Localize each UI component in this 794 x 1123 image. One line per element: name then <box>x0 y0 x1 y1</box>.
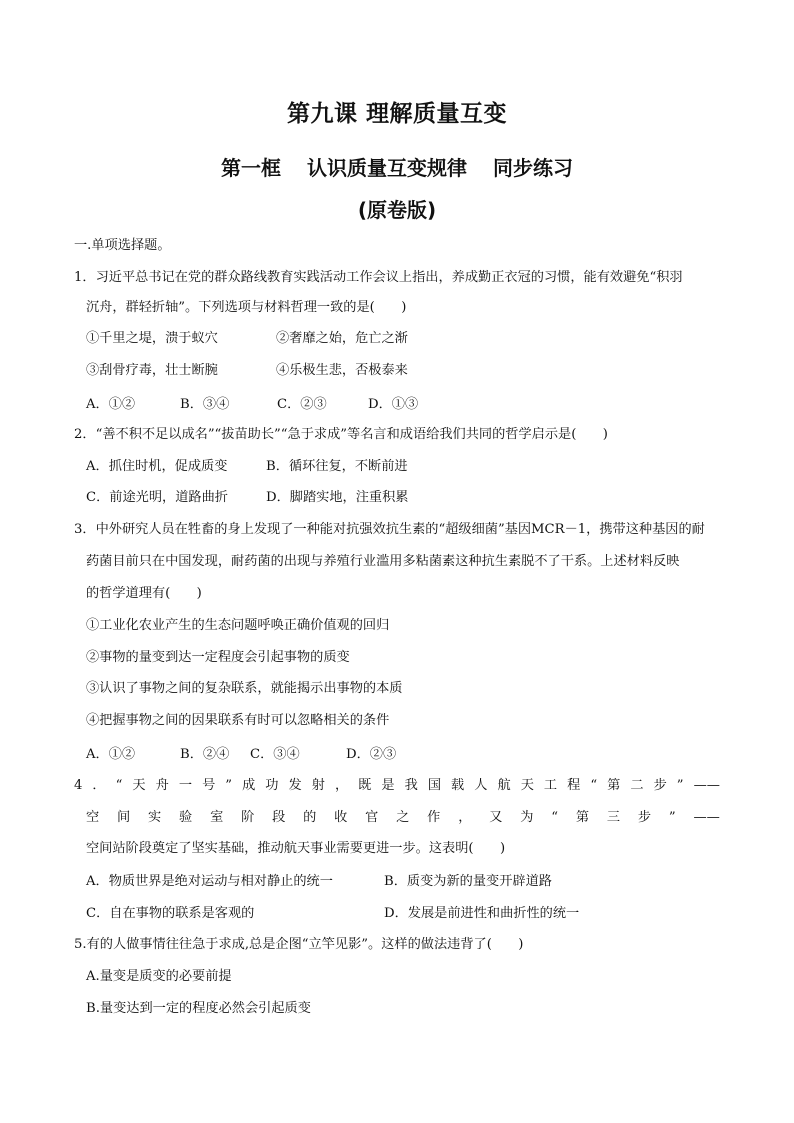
q1-stem-line-2: 沉舟，群轻折轴”。下列选项与材料哲理一致的是( ) <box>86 300 407 315</box>
q4-line1-char: 发 <box>288 778 302 793</box>
q4-line2-char: ” <box>668 810 676 825</box>
q4-line1-char: 第 <box>607 778 621 793</box>
q4-line2-char: 步 <box>637 810 652 825</box>
q4-line2-char: —— <box>693 810 720 825</box>
q4-line1-char: ． <box>92 778 106 793</box>
q4-line1-char: “ <box>590 778 598 793</box>
q4-line1-char: 我 <box>404 778 418 793</box>
q4-line1-char: ” <box>225 778 233 793</box>
q4-stem-line-2 <box>86 810 720 826</box>
q4-line2-char: 空 <box>86 810 100 825</box>
q1-option-c: C．②③ <box>277 397 327 412</box>
q4-line2-char: 为 <box>520 810 534 825</box>
q4-line1-char: 号 <box>202 778 216 793</box>
q4-stem-line-3: 空间站阶段奠定了坚实基础，推动航天事业需要更进一步。这表明( ) <box>86 841 506 856</box>
q4-line2-char: 阶 <box>241 810 255 825</box>
q4-line1-char: 成 <box>242 778 256 793</box>
q4-line2-char: 作 <box>427 810 441 825</box>
q4-line1-char: 国 <box>427 778 442 793</box>
q4-line1-char: 既 <box>358 778 372 793</box>
q2-option-c: C．前途光明，道路曲折 <box>86 490 228 505</box>
q1-item-1: ①千里之堤，溃于蚁穴 <box>86 331 218 346</box>
q3-option-a: A．①② <box>86 747 136 762</box>
q4-line1-char: 载 <box>451 778 465 793</box>
q4-line1-char: 步 <box>653 778 667 793</box>
subtitle-part-2: 认识质量互变规律 <box>307 156 467 180</box>
q4-line2-char: 段 <box>272 810 286 825</box>
q4-line1-char: 舟 <box>155 778 169 793</box>
q2-option-b: B．循环往复，不断前进 <box>266 459 408 474</box>
q4-line2-char: 实 <box>148 810 162 825</box>
q4-line1-char: 一 <box>178 778 193 793</box>
q4-option-c: C．自在事物的联系是客观的 <box>86 906 255 921</box>
version-label: (原卷版) <box>357 198 437 222</box>
q4-line1-char: ， <box>334 778 349 793</box>
q4-line1-char: 二 <box>630 778 644 793</box>
q3-stem-line-2: 药菌目前只在中国发现，耐药菌的出现与养殖行业滥用多粘菌素这种抗生素脱不了干系。上述材料反映 <box>86 554 680 569</box>
q4-line2-char: 之 <box>396 810 410 825</box>
subtitle-part-1: 第一框 <box>221 156 281 180</box>
q4-line1-char: 人 <box>474 778 488 793</box>
q4-line2-char: 第 <box>575 810 589 825</box>
q4-line2-char: 收 <box>334 810 348 825</box>
q5-stem-line-1: 5.有的人做事情往往急于求成,总是企图“立竿见影”。这样的做法违背了( ) <box>74 937 524 952</box>
q4-line2-char: 室 <box>210 810 224 825</box>
q4-line1-char: ” <box>676 778 684 793</box>
q3-option-d: D．②③ <box>346 747 397 762</box>
q1-stem-line-1: 1．习近平总书记在党的群众路线教育实践活动工作会议上指出，养成勤正衣冠的习惯，能有效避免“积羽 <box>74 270 683 285</box>
q2-stem-line-1: 2．“善不积不足以成名”“拔苗助长”“急于求成”等名言和成语给我们共同的哲学启示是( ) <box>74 427 608 442</box>
q4-line1-char: 射 <box>311 778 325 793</box>
q4-line2-char: “ <box>551 810 558 825</box>
q4-line1-char: 4 <box>74 778 83 793</box>
q3-item-1: ①工业化农业产生的生态问题呼唤正确价值观的回归 <box>86 618 390 633</box>
q4-line2-char: ， <box>458 810 472 825</box>
q1-option-d: D．①③ <box>368 397 419 412</box>
q4-line1-char: 工 <box>543 778 558 793</box>
q4-line1-char: 航 <box>497 778 511 793</box>
q4-line1-char: 是 <box>381 778 395 793</box>
lesson-subtitle <box>0 152 794 181</box>
q1-option-b: B．③④ <box>180 397 230 412</box>
q4-option-a: A．物质世界是绝对运动与相对静止的统一 <box>86 874 333 889</box>
q4-line1-char: —— <box>693 778 720 793</box>
q5-option-a: A.量变是质变的必要前提 <box>86 969 232 984</box>
lesson-title: 第九课 理解质量互变 <box>286 101 507 127</box>
q4-line2-char: 间 <box>117 810 131 825</box>
q4-line1-char: 天 <box>520 778 534 793</box>
q4-line2-char: 三 <box>606 810 621 825</box>
q4-line1-char: 程 <box>567 778 581 793</box>
q1-item-3: ③刮骨疗毒，壮士断腕 <box>86 363 218 378</box>
q4-line2-char: 官 <box>365 810 379 825</box>
q4-line1-char: 天 <box>132 778 146 793</box>
q4-option-d: D．发展是前进性和曲折性的统一 <box>384 906 580 921</box>
q3-stem-line-3: 的哲学道理有( ) <box>86 586 202 601</box>
q2-option-a: A．抓住时机，促成质变 <box>86 459 228 474</box>
q4-line2-char: 验 <box>179 810 193 825</box>
q5-option-b: B.量变达到一定的程度必然会引起质变 <box>86 1001 311 1016</box>
q1-item-4: ④乐极生悲，否极泰来 <box>276 363 408 378</box>
q4-stem-line-1 <box>74 778 720 794</box>
q4-line2-char: 又 <box>489 810 503 825</box>
q3-stem-line-1: 3．中外研究人员在牲畜的身上发现了一种能对抗强效抗生素的“超级细菌”基因MCR－1，携带这种基因的耐 <box>74 522 705 537</box>
q3-option-c: C．③④ <box>250 747 300 762</box>
q4-line1-char: “ <box>115 778 123 793</box>
q4-line1-char: 功 <box>265 778 279 793</box>
q3-item-3: ③认识了事物之间的复杂联系，就能揭示出事物的本质 <box>86 681 403 696</box>
q2-option-d: D．脚踏实地，注重积累 <box>266 490 409 505</box>
subtitle-part-3: 同步练习 <box>493 156 573 180</box>
q3-option-b: B．②④ <box>180 747 230 762</box>
q3-item-2: ②事物的量变到达一定程度会引起事物的质变 <box>86 650 350 665</box>
q4-line2-char: 的 <box>303 810 317 825</box>
q1-option-a: A．①② <box>86 397 136 412</box>
q4-option-b: B．质变为新的量变开辟道路 <box>384 874 552 889</box>
q1-item-2: ②奢靡之始，危亡之渐 <box>276 331 408 346</box>
q3-item-4: ④把握事物之间的因果联系有时可以忽略相关的条件 <box>86 713 390 728</box>
section-heading: 一.单项选择题。 <box>74 238 171 253</box>
